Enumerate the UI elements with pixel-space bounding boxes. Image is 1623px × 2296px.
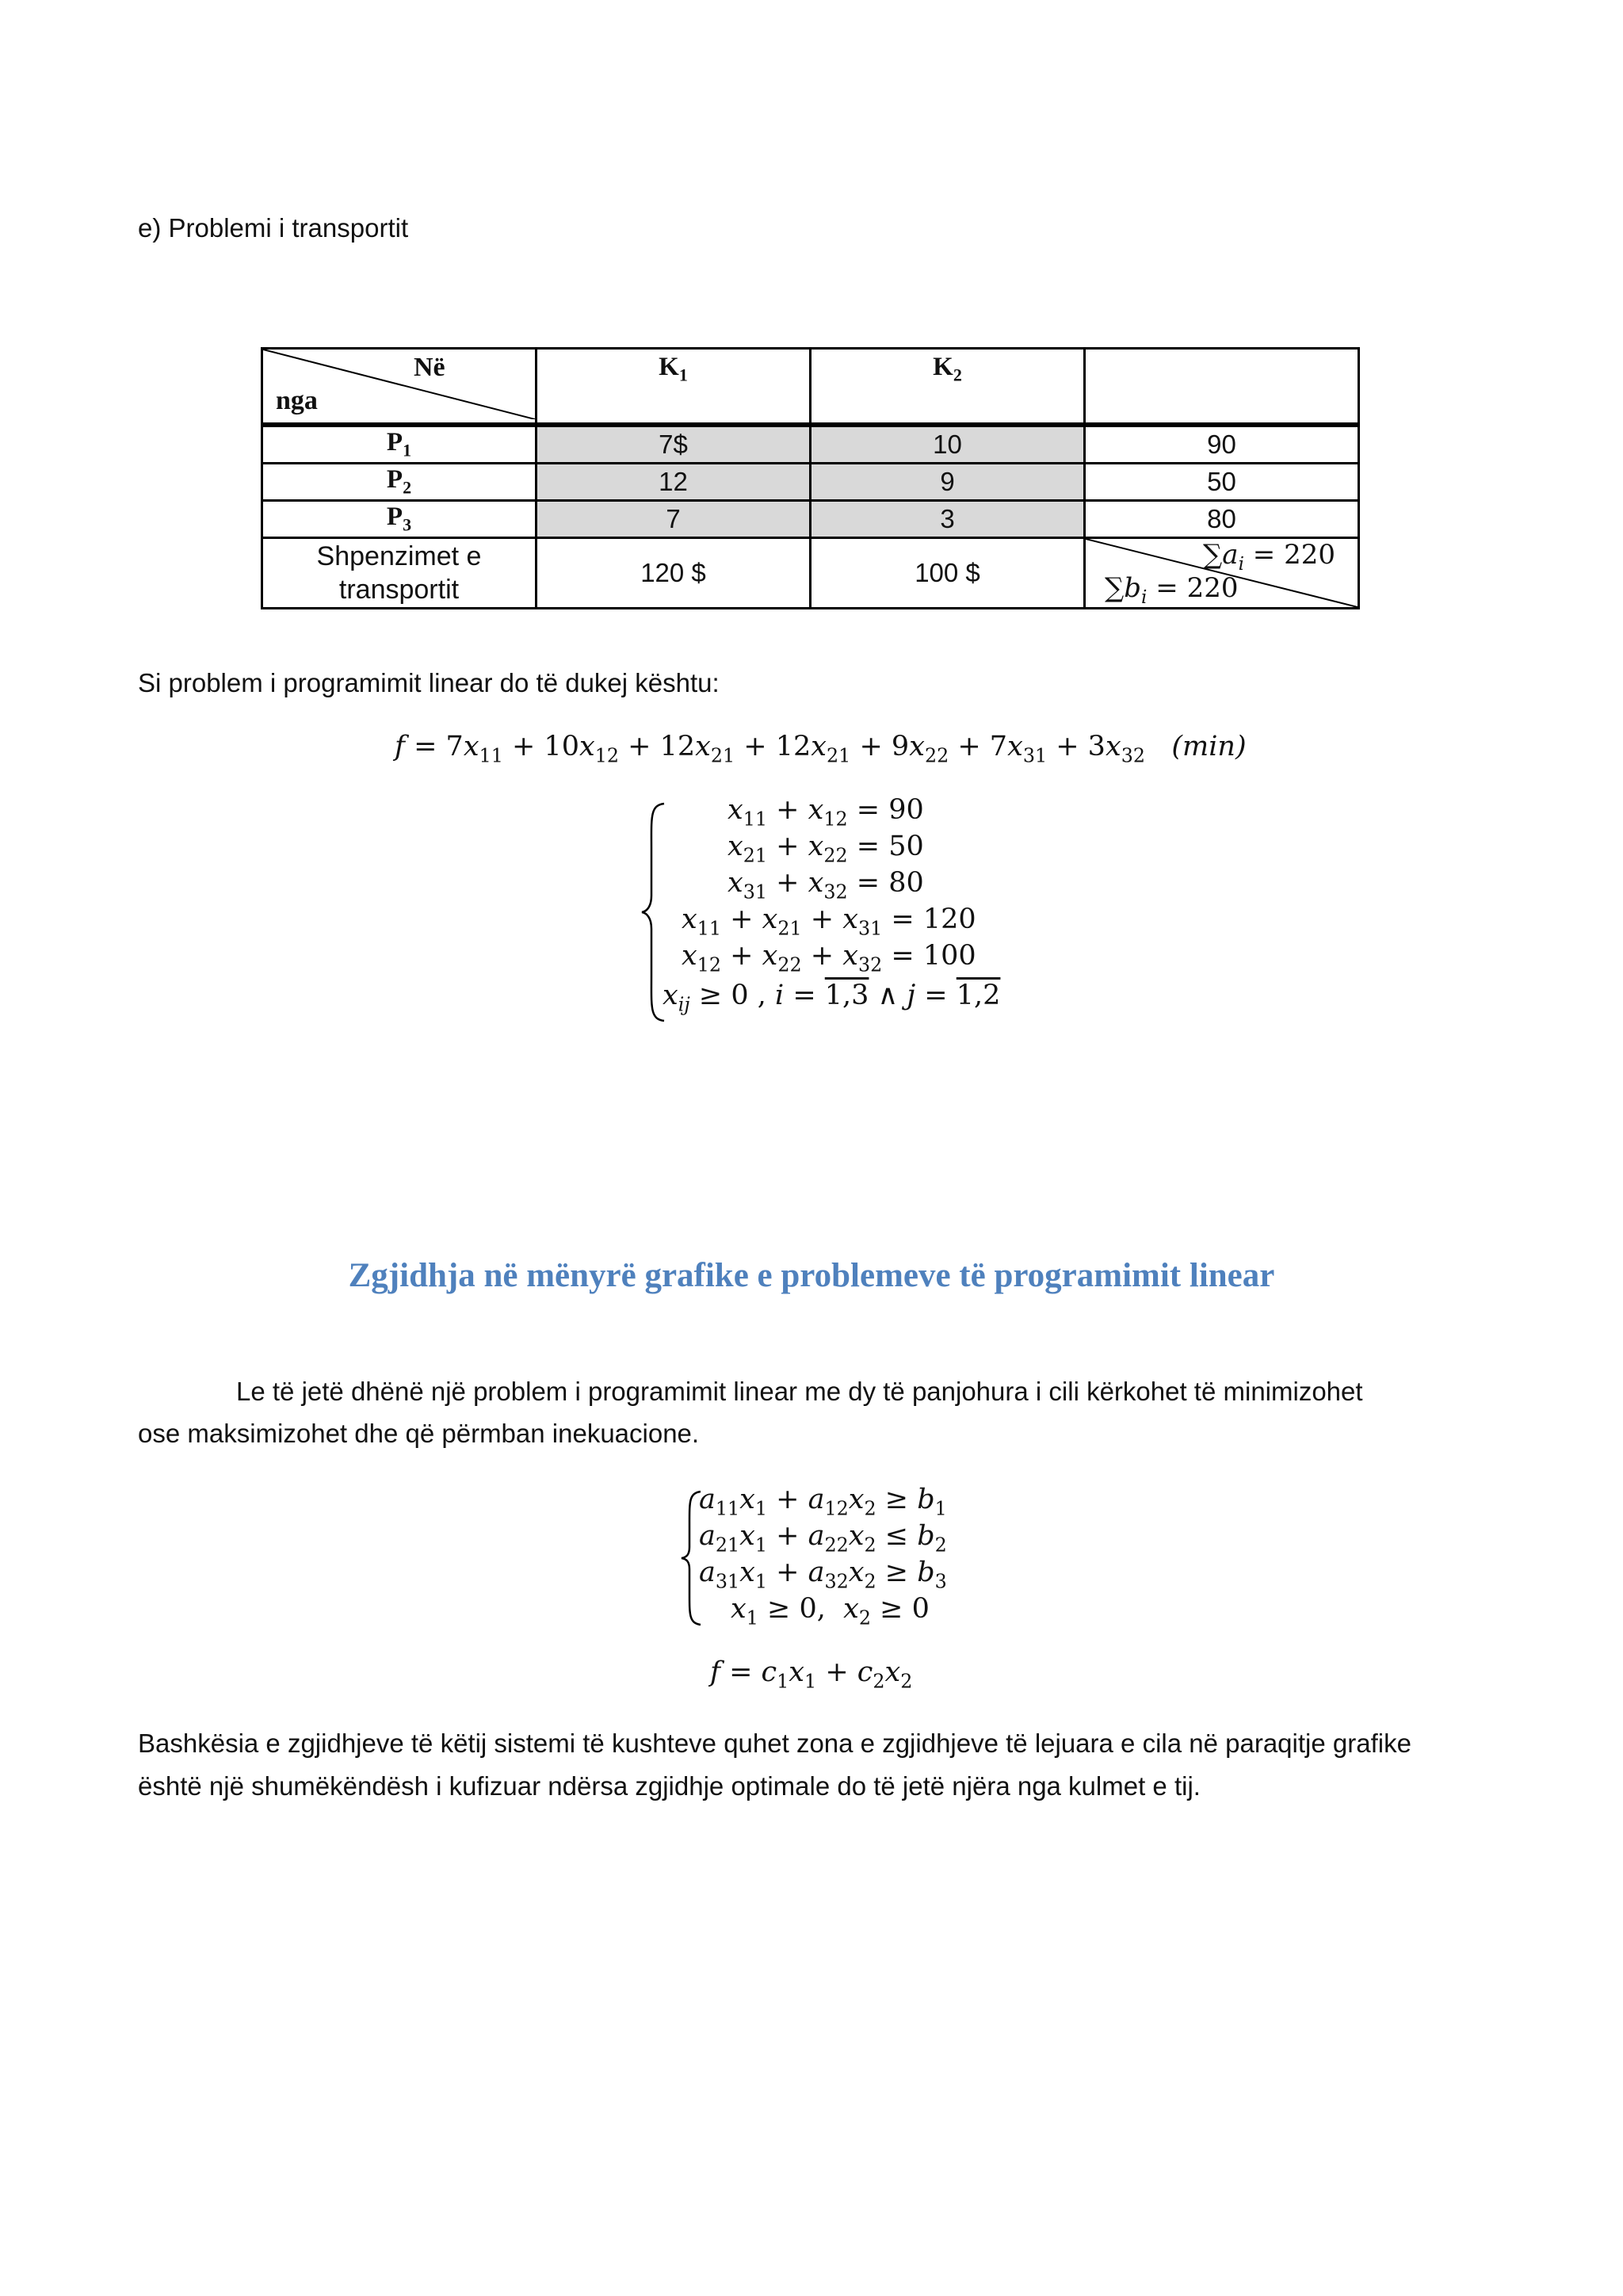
corner-bottom-label: nga — [276, 386, 318, 415]
constraint-5: $x_{12} + x_{22} + x_{32} = 100$ — [682, 940, 976, 976]
supply-cell: 50 — [1085, 464, 1359, 501]
cost-cell: 9 — [811, 464, 1085, 501]
paragraph-2-line-1: Bashkësia e zgjidhjeve të këtij sistemi të kushteve quhet zona e zgjidhjeve të lejuara e cila në paraqitje grafike — [138, 1729, 1411, 1758]
sum-b: $\sum b_i = 220$ — [1105, 572, 1239, 609]
corner-top-label: Në — [414, 353, 445, 382]
paragraph-1-line-2: ose maksimizohet dhe që përmban inekuacione. — [138, 1419, 700, 1448]
paragraph-1-line-1: Le të jetë dhënë një problem i programimit linear me dy të panjohura i cili kërkohet të minimizohet — [236, 1377, 1363, 1406]
inequality-2: $a_{21}x_1 + a_{22}x_2 \le b_2$ — [699, 1520, 947, 1557]
constraint-2: $x_{21} + x_{22} = 50$ — [727, 831, 924, 867]
row-header-p2: $P_2$ — [262, 464, 537, 501]
table-row — [262, 501, 1359, 538]
cost-cell: 3 — [811, 501, 1085, 538]
lp-intro: Si problem i programimit linear do të dukej kështu: — [138, 668, 720, 697]
demand-k1: 120 $ — [537, 538, 811, 609]
cost-cell: 7$ — [537, 425, 811, 464]
supply-cell: 90 — [1085, 425, 1359, 464]
col-header-k2: $K_2$ — [811, 349, 1085, 426]
cost-cell: 7 — [537, 501, 811, 538]
demand-k2: 100 $ — [811, 538, 1085, 609]
section-label: e) Problemi i transportit — [138, 213, 409, 243]
constraint-1: $x_{11} + x_{12} = 90$ — [727, 794, 924, 831]
table-row-costs — [262, 538, 1359, 609]
paragraph-2-line-2: është një shumëkëndësh i kufizuar ndërsa zgjidhje optimale do të jetë njëra nga kulmet e tij. — [138, 1771, 1201, 1801]
constraint-nonneg: $x_{ij} \ge 0$ , i = 1,3 ∧ j = 1,2 — [663, 980, 1001, 1016]
row-header-p3: $P_3$ — [262, 501, 537, 538]
inequality-nonneg: $x_1 \ge 0$, $x_2 \ge 0$ — [731, 1593, 930, 1629]
col-header-k1: $K_1$ — [537, 349, 811, 426]
transport-table — [261, 347, 1360, 609]
objective-general: $f = c_1x_1 + c_2x_2$ — [710, 1656, 913, 1693]
sum-cell — [1085, 538, 1359, 609]
objective-function: $f = 7x_{11} + 10x_{12} + 12x_{21} + 12x_{21} + 9x_{22} + 7x_{31} + 3x_{32}$ (min) — [395, 731, 1247, 767]
sum-a: $\sum a_i = 220$ — [1203, 539, 1335, 575]
inequality-3: $a_{31}x_1 + a_{32}x_2 \ge b_3$ — [699, 1557, 947, 1593]
constraint-4: $x_{11} + x_{21} + x_{31} = 120$ — [682, 904, 976, 940]
inequality-1: $a_{11}x_1 + a_{12}x_2 \ge b_1$ — [699, 1484, 947, 1520]
cost-cell: 12 — [537, 464, 811, 501]
table-row — [262, 425, 1359, 464]
supply-cell: 80 — [1085, 501, 1359, 538]
cost-cell: 10 — [811, 425, 1085, 464]
row-header-costs: Shpenzimet e transportit — [262, 538, 537, 609]
table-row — [262, 464, 1359, 501]
table-header-row — [262, 349, 1359, 426]
section-heading: Zgjidhja në mënyrë grafike e problemeve të programimit linear — [348, 1257, 1275, 1294]
constraint-3: $x_{31} + x_{32} = 80$ — [727, 867, 924, 904]
col-header-supply — [1085, 349, 1359, 426]
corner-cell — [262, 349, 537, 426]
row-header-p1: $P_1$ — [262, 425, 537, 464]
